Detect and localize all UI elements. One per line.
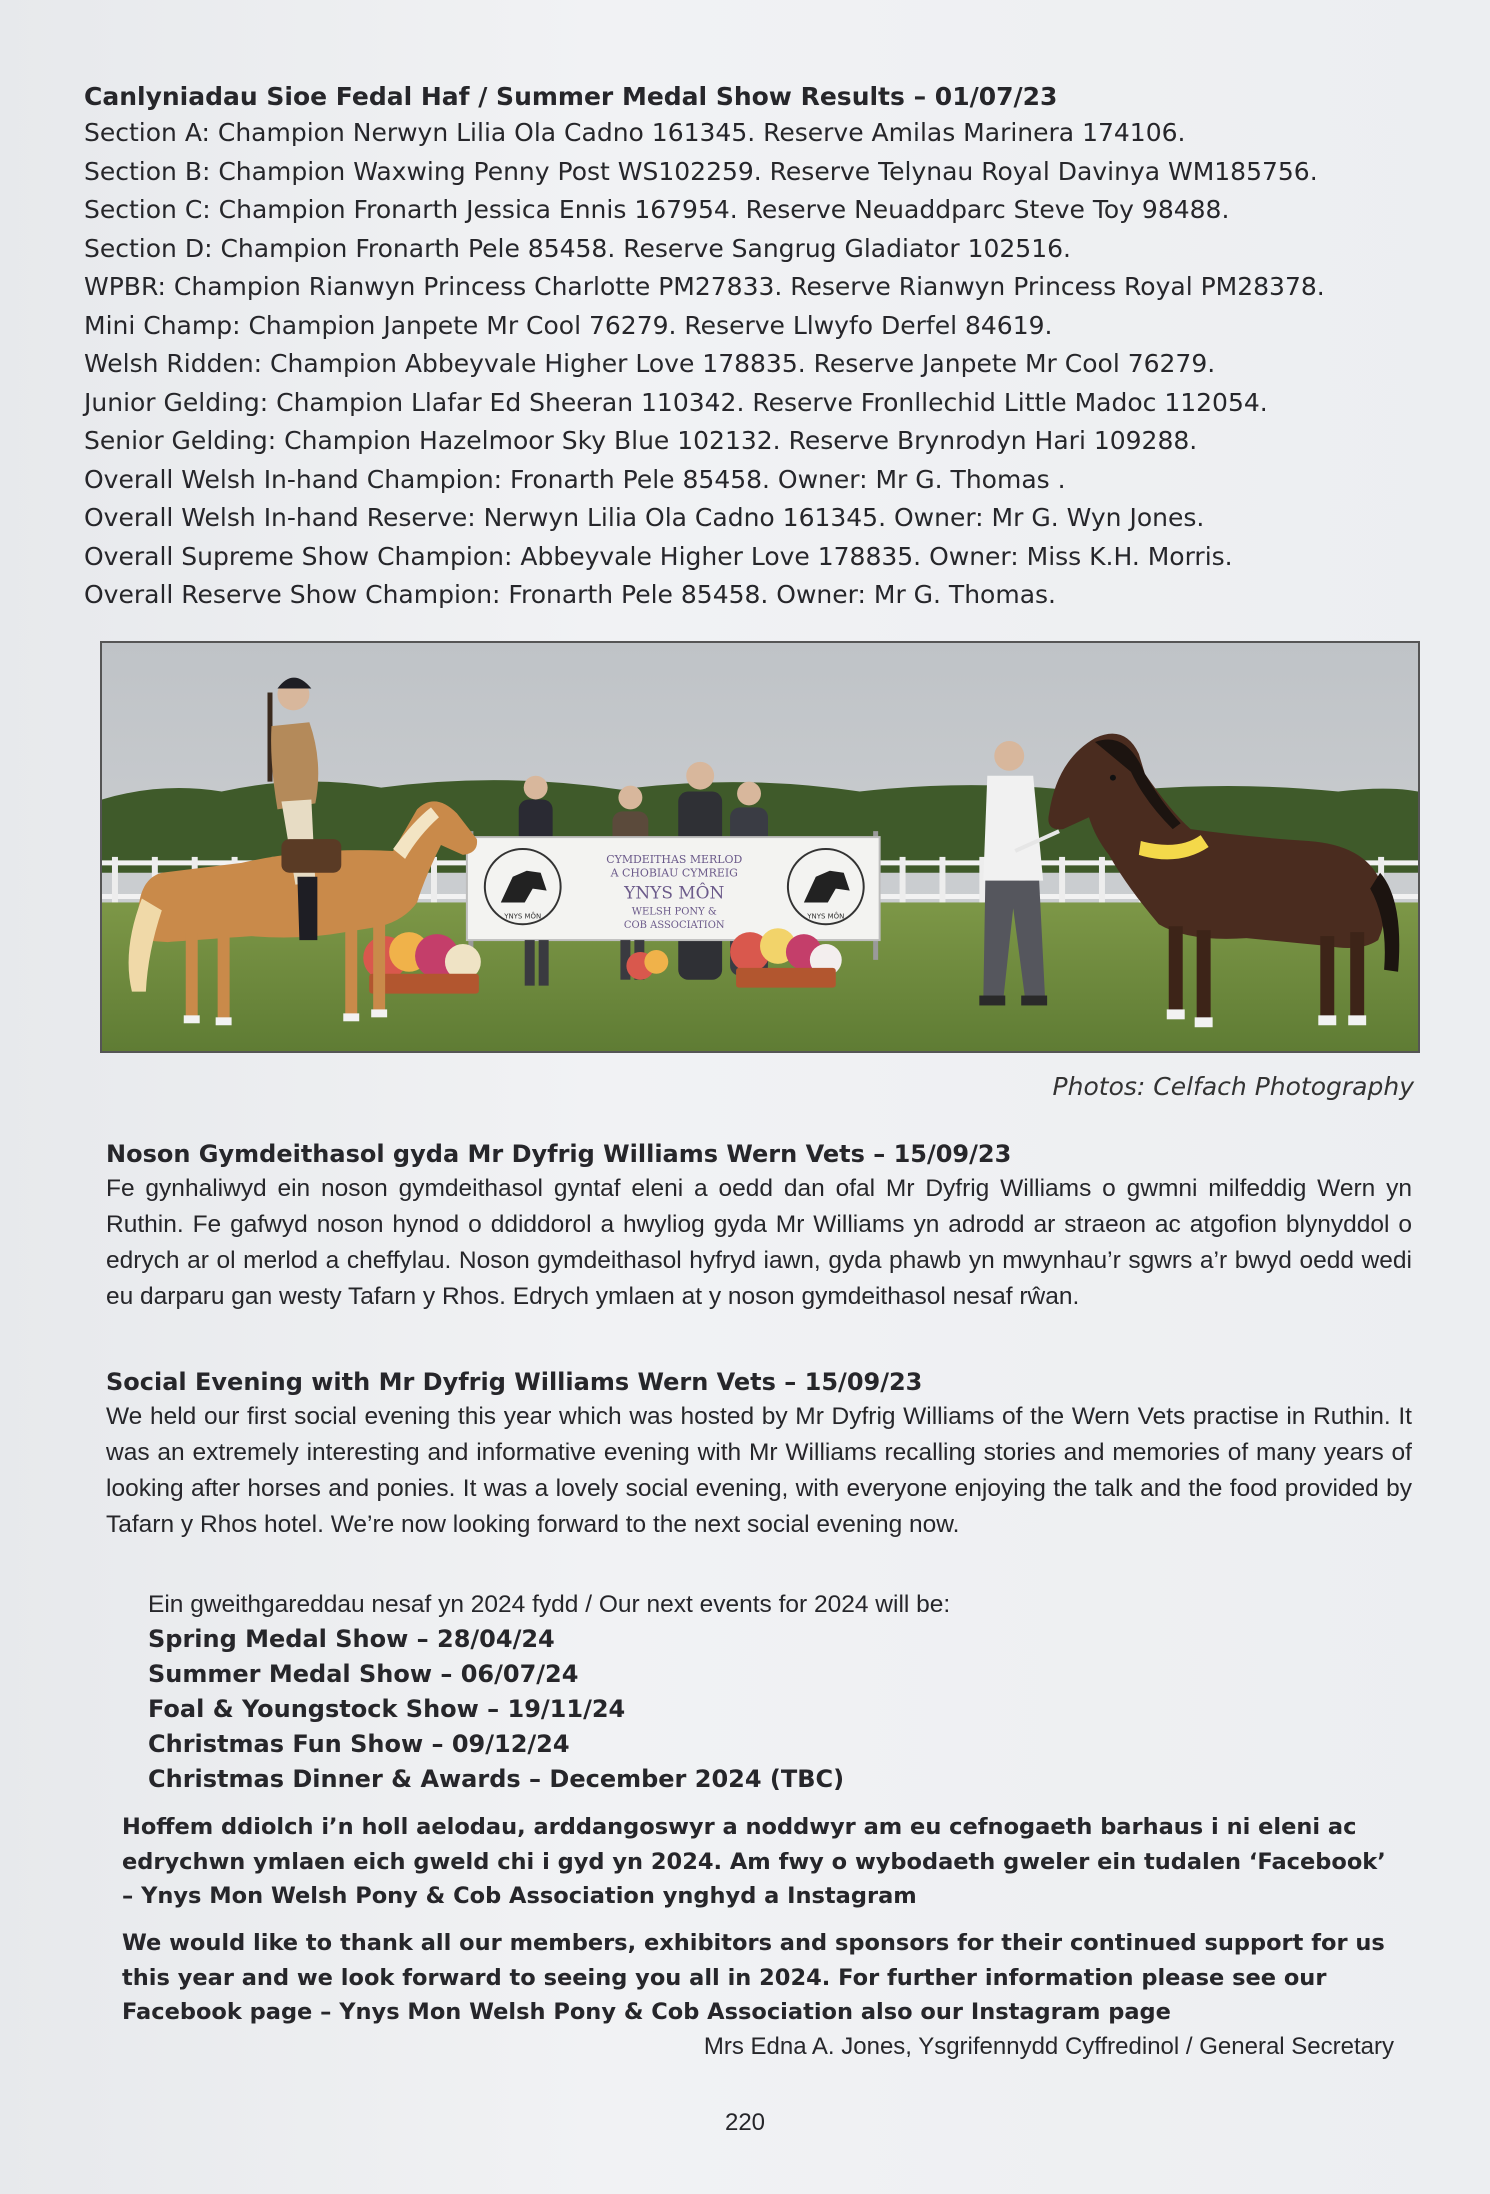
- event-item: Summer Medal Show – 06/07/24: [148, 1660, 579, 1688]
- result-line: Overall Welsh In-hand Reserve: Nerwyn Lilia Ola Cadno 161345. Owner: Mr G. Wyn Jones.: [84, 503, 1205, 532]
- banner-line: WELSH PONY &: [631, 906, 717, 918]
- result-line: Welsh Ridden: Champion Abbeyvale Higher Love 178835. Reserve Janpete Mr Cool 76279.: [84, 349, 1216, 378]
- show-results: [84, 80, 1404, 615]
- results-heading: Canlyniadau Sioe Fedal Haf / Summer Medal Show Results – 01/07/23: [84, 82, 1058, 111]
- result-line: Section B: Champion Waxwing Penny Post WS102259. Reserve Telynau Royal Davinya WM185756.: [84, 156, 1318, 186]
- result-line: Mini Champ: Champion Janpete Mr Cool 76279. Reserve Llwyfo Derfel 84619.: [84, 310, 1053, 340]
- event-item: Foal & Youngstock Show – 19/11/24: [148, 1695, 626, 1723]
- result-line: Junior Gelding: Champion Llafar Ed Sheeran 110342. Reserve Fronllechid Little Madoc 112054.: [84, 387, 1268, 417]
- result-line: Overall Reserve Show Champion: Fronarth Pele 85458. Owner: Mr G. Thomas.: [84, 580, 1056, 609]
- english-section-title: Social Evening with Mr Dyfrig Williams Wern Vets – 15/09/23: [106, 1368, 923, 1396]
- event-item: Christmas Dinner & Awards – December 2024 (TBC): [148, 1765, 845, 1793]
- thanks-english: We would like to thank all our members, exhibitors and sponsors for their continued support for us this year and we look forward to seeing you all in 2024. For further information please see our Facebook page – Ynys Mon Welsh Pony & Cob Association also our Instagram page: [122, 1930, 1385, 2025]
- page-number: 220: [724, 2109, 766, 2136]
- banner-line: CYMDEITHAS MERLOD: [606, 852, 743, 866]
- english-section: [106, 1365, 1412, 1543]
- welsh-section: [106, 1137, 1412, 1315]
- result-line: Overall Welsh In-hand Champion: Fronarth Pele 85458. Owner: Mr G. Thomas .: [84, 464, 1066, 494]
- banner-line: A CHOBIAU CYMREIG: [610, 866, 738, 880]
- banner-line: YNYS MÔN: [624, 882, 725, 903]
- show-photo: [100, 641, 1420, 1053]
- english-section-body: We held our first social evening this year which was hosted by Mr Dyfrig Williams of the Wern Vets practise in Ruthin. It was an extremely interesting and informative evening with Mr Williams recalling stories and memories of many years of looking after horses and ponies. It was a lovely social evening, with everyone enjoying the talk and the food provided by Tafarn y Rhos hotel. We’re now looking forward to the next social evening now.: [106, 1403, 1412, 1538]
- banner-logo-text: YNYS MÔN: [807, 912, 845, 921]
- result-line: WPBR: Champion Rianwyn Princess Charlotte PM27833. Reserve Rianwyn Princess Royal PM28378.: [84, 272, 1325, 301]
- event-item: Christmas Fun Show – 09/12/24: [148, 1730, 570, 1758]
- thanks-welsh: Hoffem ddiolch i’n holl aelodau, arddangoswyr a noddwyr am eu cefnogaeth barhaus i ni eleni ac edrychwn ymlaen eich gweld chi i gyd yn 2024. Am fwy o wybodaeth gweler ein tudalen ‘Facebook’ – Ynys Mon Welsh Pony & Cob Association ynghyd a Instagram: [122, 1814, 1386, 1909]
- welsh-section-title: Noson Gymdeithasol gyda Mr Dyfrig Williams Wern Vets – 15/09/23: [106, 1140, 1012, 1168]
- result-line: Section D: Champion Fronarth Pele 85458. Reserve Sangrug Gladiator 102516.: [84, 233, 1071, 263]
- result-line: Overall Supreme Show Champion: Abbeyvale Higher Love 178835. Owner: Miss K.H. Morris.: [84, 541, 1233, 571]
- result-line: Section C: Champion Fronarth Jessica Ennis 167954. Reserve Neuaddparc Steve Toy 98488.: [84, 195, 1230, 224]
- photo-credit: Photos: Celfach Photography: [1052, 1072, 1414, 1101]
- result-line: Senior Gelding: Champion Hazelmoor Sky Blue 102132. Reserve Brynrodyn Hari 109288.: [84, 426, 1198, 455]
- result-line: Section A: Champion Nerwyn Lilia Ola Cadno 161345. Reserve Amilas Marinera 174106.: [84, 118, 1186, 147]
- upcoming-events: [148, 1588, 950, 1797]
- signature: Mrs Edna A. Jones, Ysgrifennydd Cyffredinol / General Secretary: [703, 2033, 1394, 2060]
- banner-line: COB ASSOCIATION: [623, 920, 725, 932]
- events-intro: Ein gweithgareddau nesaf yn 2024 fydd / Our next events for 2024 will be:: [148, 1591, 951, 1618]
- show-photo-illustration: [102, 643, 1418, 1051]
- banner-logo-text: YNYS MÔN: [504, 912, 542, 921]
- event-item: Spring Medal Show – 28/04/24: [148, 1625, 555, 1653]
- welsh-section-body: Fe gynhaliwyd ein noson gymdeithasol gyntaf eleni a oedd dan ofal Mr Dyfrig Williams o gwmni milfeddig Wern yn Ruthin. Fe gafwyd noson hynod o ddiddorol a hwyliog gyda Mr Williams yn adrodd ar straeon ac atgofion blynyddol o edrych ar ol merlod a cheffylau. Noson gymdeithasol hyfryd iawn, gyda phawb yn mwynhau’r sgwrs a’r bwyd oedd wedi eu darparu gan westy Tafarn y Rhos. Edrych ymlaen at y noson gymdeithasol nesaf rŵan.: [106, 1175, 1412, 1310]
